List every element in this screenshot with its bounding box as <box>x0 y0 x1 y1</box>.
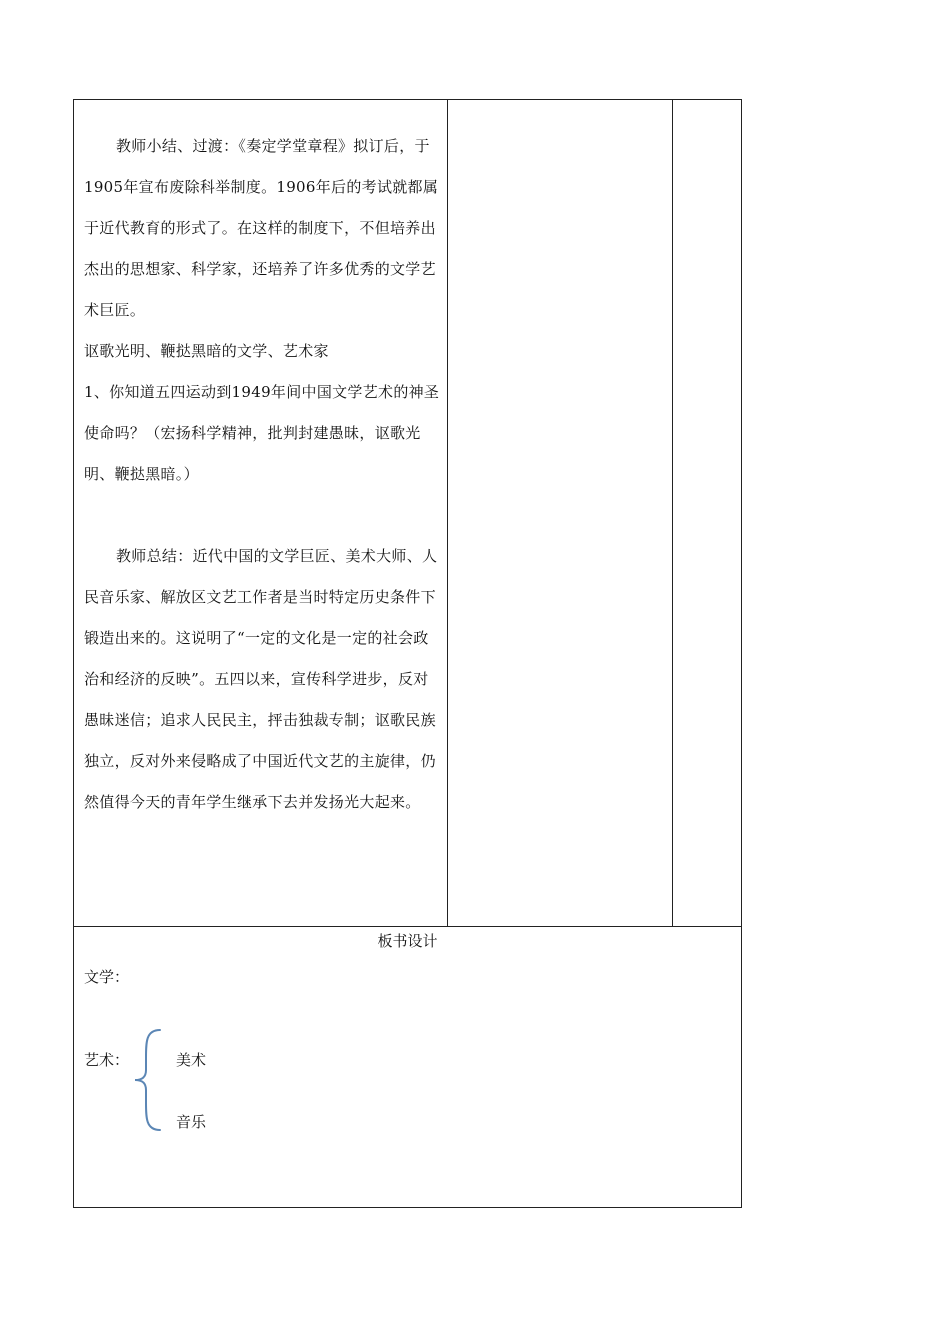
lesson-table <box>73 99 742 1208</box>
art-label: 艺术： <box>84 1051 130 1069</box>
teacher-conclusion: 教师总结：近代中国的文学巨匠、美术大师、人民音乐家、解放区文艺工作者是当时特定历史条件下锻造出来的。这说明了“一定的文化是一定的社会政治和经济的反映”。五四以来，宣传科学进步，反对愚昧迷信；追求人民民主，抨击独裁专制；讴歌民族独立，反对外来侵略成了中国近代文艺的主旋律，仍然值得今天的青年学生继承下去并发扬光大起来。 <box>84 547 438 811</box>
question-1: 1、你知道五四运动到1949年间中国文学艺术的神圣使命吗？（宏扬科学精神，批判封建愚昧，讴歌光明、鞭挞黑暗。） <box>84 383 440 483</box>
row-divider <box>74 926 741 927</box>
teaching-content-cell <box>84 126 442 823</box>
column-divider <box>447 100 448 926</box>
section-heading: 讴歌光明、鞭挞黑暗的文学、艺术家 <box>84 342 329 360</box>
literature-label: 文学： <box>84 968 130 986</box>
teacher-summary-transition: 教师小结、过渡：《奏定学堂章程》拟订后，于1905年宣布废除科举制度。1906年后的考试就都属于近代教育的形式了。在这样的制度下，不但培养出杰出的思想家、科学家，还培养了许多优秀的文学艺术巨匠。 <box>84 137 439 319</box>
art-item-fine-arts: 美术 <box>176 1051 207 1069</box>
curly-brace-icon <box>133 1028 163 1132</box>
art-item-music: 音乐 <box>176 1113 207 1131</box>
column-divider <box>672 100 673 926</box>
board-design-title: 板书设计 <box>377 932 438 950</box>
